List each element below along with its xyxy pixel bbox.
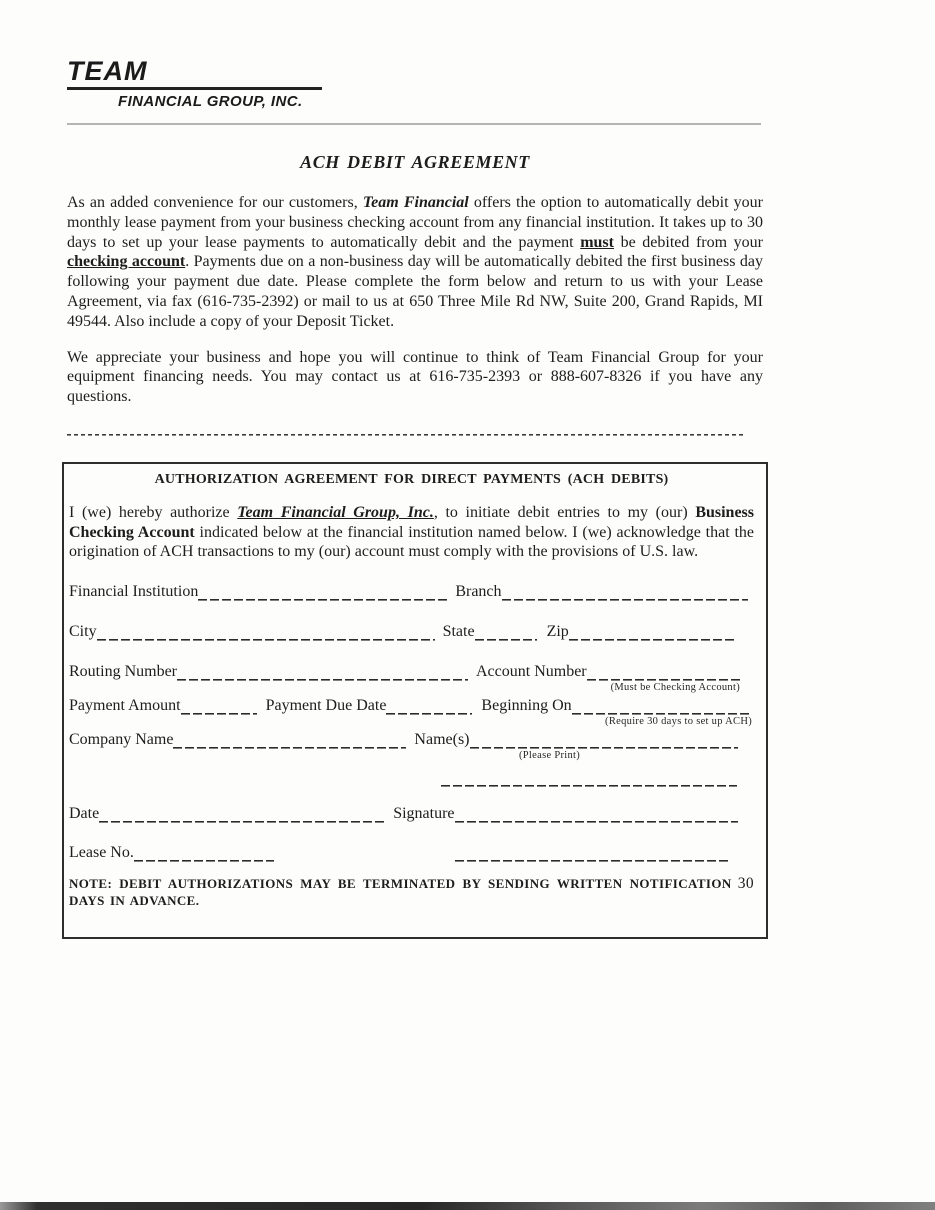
intro-text: offers the option to automatically debit your monthly lease payment from your business checking account from any financial institution. It takes up to 30 days to set up your lease payments to automatically debit and the payment [67,194,763,251]
beginning-on-label: Beginning On [481,696,572,714]
state-line [475,625,537,641]
beginning-on-hint: (Require 30 days to set up ACH) [605,715,752,727]
authorization-paragraph [69,503,754,562]
form-row [69,581,754,601]
names-label: Name(s) [414,730,470,748]
signature-continuation-line [455,846,730,862]
termination-note [69,875,754,910]
intro-text: be debited from your [613,233,763,251]
city-line [97,625,435,641]
names-line [470,733,738,749]
form-row [69,729,754,749]
payment-due-date-line [386,699,472,715]
account-number-label: Account Number [476,662,587,680]
intro-paragraph-1 [67,193,763,332]
zip-label: Zip [546,622,569,640]
branch-label: Branch [455,582,502,600]
account-number-hint: (Must be Checking Account) [610,681,740,693]
intro-paragraph-2: We appreciate your business and hope you will continue to think of Team Financial Group for your equipment financing needs. You may contact us at 616-735-2393 or 888-607-8326 if you have any questions. [67,348,763,406]
date-label: Date [69,804,100,822]
form-row [69,621,754,641]
form-row [69,661,754,681]
checking-account-emphasis: checking account [67,253,186,271]
must-emphasis: must [580,233,614,251]
company-mention: Team Financial [362,194,469,211]
beginning-on-line [572,699,752,715]
header-divider [67,123,761,125]
authorization-form-box [62,462,768,939]
branch-line [502,585,748,601]
termination-note-line1 [69,875,754,893]
auth-text: , to initiate debit entries to my (our) [433,504,696,521]
lease-no-label: Lease No. [69,843,134,861]
financial-institution-label: Financial Institution [69,582,199,600]
form-heading: AUTHORIZATION AGREEMENT FOR DIRECT PAYMENTS (ACH DEBITS) [154,472,669,487]
form-row [69,842,754,862]
company-name: FINANCIAL GROUP, INC. [118,93,303,110]
signature-label: Signature [393,804,455,822]
date-line [99,807,386,823]
business-checking-emphasis: Business Checking Account [69,504,755,541]
form-row [69,771,754,787]
lease-no-line [134,846,274,862]
signature-line [455,807,738,823]
financial-institution-line [198,585,448,601]
zip-line [569,625,734,641]
account-number-line [587,665,740,681]
termination-note-line2: DAYS IN ADVANCE. [69,893,200,909]
payment-amount-label: Payment Amount [69,696,181,714]
tear-off-dashed-line [67,434,745,436]
logo-underline [67,87,322,90]
note-text: NOTE: DEBIT AUTHORIZATIONS MAY BE TERMINATED BY SENDING WRITTEN NOTIFICATION [69,875,732,891]
company-name-line [173,733,406,749]
routing-number-line [177,665,468,681]
form-row [69,803,754,823]
auth-text: I (we) hereby authorize [69,504,238,521]
scan-edge-bar [0,1202,935,1210]
names-continuation-line [441,771,737,787]
letterhead [67,58,763,125]
state-label: State [442,622,475,640]
note-days-number: 30 [737,874,754,892]
company-name-label: Company Name [69,730,174,748]
form-row [69,695,754,715]
company-logo-text: TEAM [67,56,148,86]
payment-due-date-label: Payment Due Date [265,696,387,714]
company-mention: Team Financial Group, Inc. [237,504,434,521]
auth-text: indicated below at the financial institution named below. I (we) acknowledge that the origination of ACH transactions to my (our) account must comply with the provisions of U.S. law. [69,523,755,561]
intro-text: As an added convenience for our customers, [67,194,363,211]
routing-number-label: Routing Number [69,662,177,680]
page-title: ACH DEBIT AGREEMENT [300,152,530,172]
names-hint: (Please Print) [519,749,581,761]
intro-text: . Payments due on a non-business day will be automatically debited the first business day following your payment due date. Please complete the form below and return to us with your Lease Agreement, via fax (616-735-2392) or mail to us at 650 Three Mile Rd NW, Suite 200, Grand Rapids, MI 49544. Also include a copy of your Deposit Ticket. [67,253,763,330]
content-column [67,58,763,436]
payment-amount-line [181,699,257,715]
city-label: City [69,622,97,640]
